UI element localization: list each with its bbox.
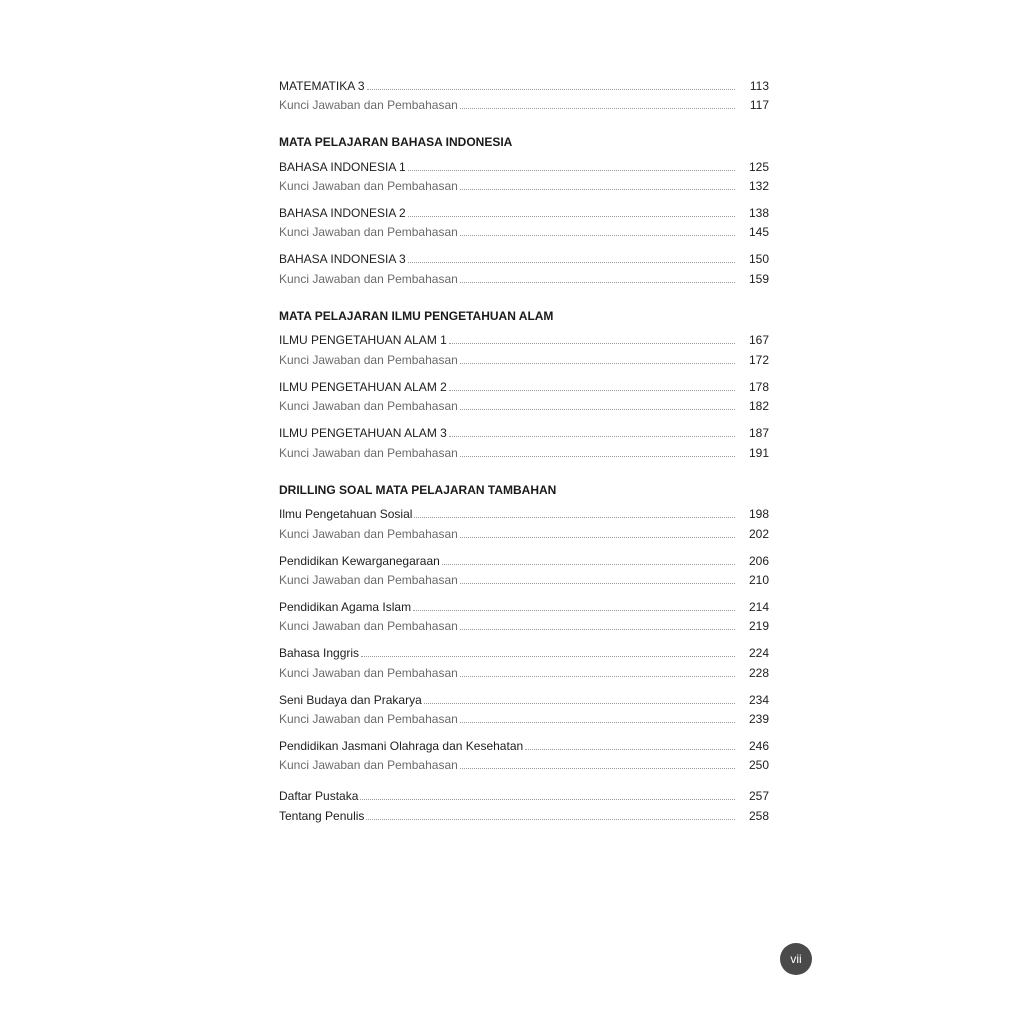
dot-leader [460,409,735,410]
toc-entry-label: Kunci Jawaban dan Pembahasan [279,353,458,367]
toc-entry-page: 132 [748,179,769,193]
dot-leader [460,189,735,190]
toc-entry-label: Kunci Jawaban dan Pembahasan [279,98,458,112]
toc-entry-label: Seni Budaya dan Prakarya [279,693,422,707]
dot-leader [460,768,735,769]
toc-entry-label: Pendidikan Agama Islam [279,600,412,614]
dot-leader [361,656,735,657]
toc-entry[interactable] [279,691,769,707]
section-heading-tambahan: DRILLING SOAL MATA PELAJARAN TAMBAHAN [279,483,557,497]
toc-entry-page: 172 [748,353,769,367]
toc-entry[interactable] [279,505,769,521]
dot-leader [460,537,735,538]
toc-entry-label: Daftar Pustaka [279,789,359,803]
toc-entry-page: 113 [749,79,769,93]
dot-leader [367,89,735,90]
toc-entry-answer-key[interactable] [279,756,769,772]
dot-leader [460,235,735,236]
toc-entry-label: MATEMATIKA 3 [279,79,365,93]
toc-entry-label: BAHASA INDONESIA 2 [279,206,406,220]
toc-entry-page: 210 [748,573,769,587]
dot-leader [366,819,735,820]
toc-entry[interactable] [279,331,769,347]
toc-entry-page: 198 [748,507,769,521]
toc-entry-label: Bahasa Inggris [279,646,360,660]
toc-entry-label: Kunci Jawaban dan Pembahasan [279,446,458,460]
dot-leader [414,517,735,518]
toc-entry-page: 167 [748,333,769,347]
toc-entry-page: 258 [748,809,769,823]
toc-entry-page: 257 [748,789,769,803]
toc-entry-label: Tentang Penulis [279,809,365,823]
toc-entry[interactable] [279,158,769,174]
dot-leader [360,799,735,800]
toc-entry-label: ILMU PENGETAHUAN ALAM 3 [279,426,447,440]
dot-leader [408,262,735,263]
dot-leader [424,703,735,704]
page-number-badge: vii [780,943,812,975]
dot-leader [449,390,735,391]
toc-entry-answer-key[interactable] [279,710,769,726]
toc-entry-page: 214 [748,600,769,614]
dot-leader [460,676,735,677]
toc-entry-label: Kunci Jawaban dan Pembahasan [279,666,458,680]
toc-entry-page: 145 [748,225,769,239]
toc-entry-answer-key[interactable] [279,571,769,587]
toc-entry-label: Pendidikan Jasmani Olahraga dan Kesehatan [279,739,524,753]
toc-entry-label: ILMU PENGETAHUAN ALAM 1 [279,333,447,347]
toc-entry-label: Kunci Jawaban dan Pembahasan [279,527,458,541]
dot-leader [460,583,735,584]
dot-leader [449,436,735,437]
toc-entry-answer-key[interactable] [279,617,769,633]
toc-entry-label: Ilmu Pengetahuan Sosial [279,507,413,521]
toc-entry-label: Pendidikan Kewarganegaraan [279,554,440,568]
toc-entry-answer-key[interactable] [279,223,769,239]
toc-entry-page: 138 [748,206,769,220]
toc-entry-label: Kunci Jawaban dan Pembahasan [279,225,458,239]
dot-leader [460,282,735,283]
toc-entry-label: Kunci Jawaban dan Pembahasan [279,399,458,413]
toc-entry-page: 150 [748,252,769,266]
toc-entry[interactable] [279,378,769,394]
toc-entry[interactable] [279,598,769,614]
dot-leader [525,749,735,750]
dot-leader [460,363,735,364]
dot-leader [408,216,735,217]
toc-entry[interactable] [279,644,769,660]
dot-leader [413,610,735,611]
toc-entry-label: BAHASA INDONESIA 3 [279,252,406,266]
toc-entry-label: Kunci Jawaban dan Pembahasan [279,272,458,286]
toc-entry-label: Kunci Jawaban dan Pembahasan [279,619,458,633]
toc-entry-page: 159 [748,272,769,286]
toc-entry[interactable] [279,807,769,823]
dot-leader [460,108,735,109]
toc-entry-page: 182 [748,399,769,413]
toc-entry-label: Kunci Jawaban dan Pembahasan [279,758,458,772]
toc-entry-page: 202 [748,527,769,541]
toc-entry-page: 187 [748,426,769,440]
toc-entry-page: 178 [748,380,769,394]
toc-entry[interactable] [279,77,769,93]
toc-entry[interactable] [279,737,769,753]
toc-entry-page: 250 [748,758,769,772]
toc-entry[interactable] [279,552,769,568]
section-heading-bahasa-indonesia: MATA PELAJARAN BAHASA INDONESIA [279,135,513,149]
toc-entry-answer-key[interactable] [279,177,769,193]
toc-entry-label: BAHASA INDONESIA 1 [279,160,406,174]
toc-entry-answer-key[interactable] [279,444,769,460]
toc-entry-label: Kunci Jawaban dan Pembahasan [279,573,458,587]
toc-entry-page: 206 [748,554,769,568]
dot-leader [460,456,735,457]
dot-leader [460,629,735,630]
toc-entry-label: ILMU PENGETAHUAN ALAM 2 [279,380,447,394]
toc-entry-page: 117 [749,98,769,112]
section-heading-ipa: MATA PELAJARAN ILMU PENGETAHUAN ALAM [279,309,554,323]
toc-entry-page: 246 [748,739,769,753]
toc-entry[interactable] [279,787,769,803]
toc-entry[interactable] [279,204,769,220]
toc-entry-answer-key[interactable] [279,351,769,367]
toc-entry-page: 239 [748,712,769,726]
toc-entry-label: Kunci Jawaban dan Pembahasan [279,179,458,193]
dot-leader [408,170,735,171]
toc-entry-answer-key[interactable] [279,397,769,413]
toc-entry-page: 234 [748,693,769,707]
toc-entry-page: 125 [748,160,769,174]
toc-entry-page: 219 [748,619,769,633]
toc-entry-answer-key[interactable] [279,270,769,286]
toc-entry-page: 191 [748,446,769,460]
toc-entry-answer-key[interactable] [279,664,769,680]
toc-entry-answer-key[interactable] [279,525,769,541]
toc-entry-page: 224 [748,646,769,660]
dot-leader [460,722,735,723]
toc-entry[interactable] [279,250,769,266]
toc-entry-label: Kunci Jawaban dan Pembahasan [279,712,458,726]
dot-leader [442,564,735,565]
toc-entry-page: 228 [748,666,769,680]
toc-entry[interactable] [279,424,769,440]
toc-entry-answer-key[interactable] [279,96,769,112]
dot-leader [449,343,735,344]
